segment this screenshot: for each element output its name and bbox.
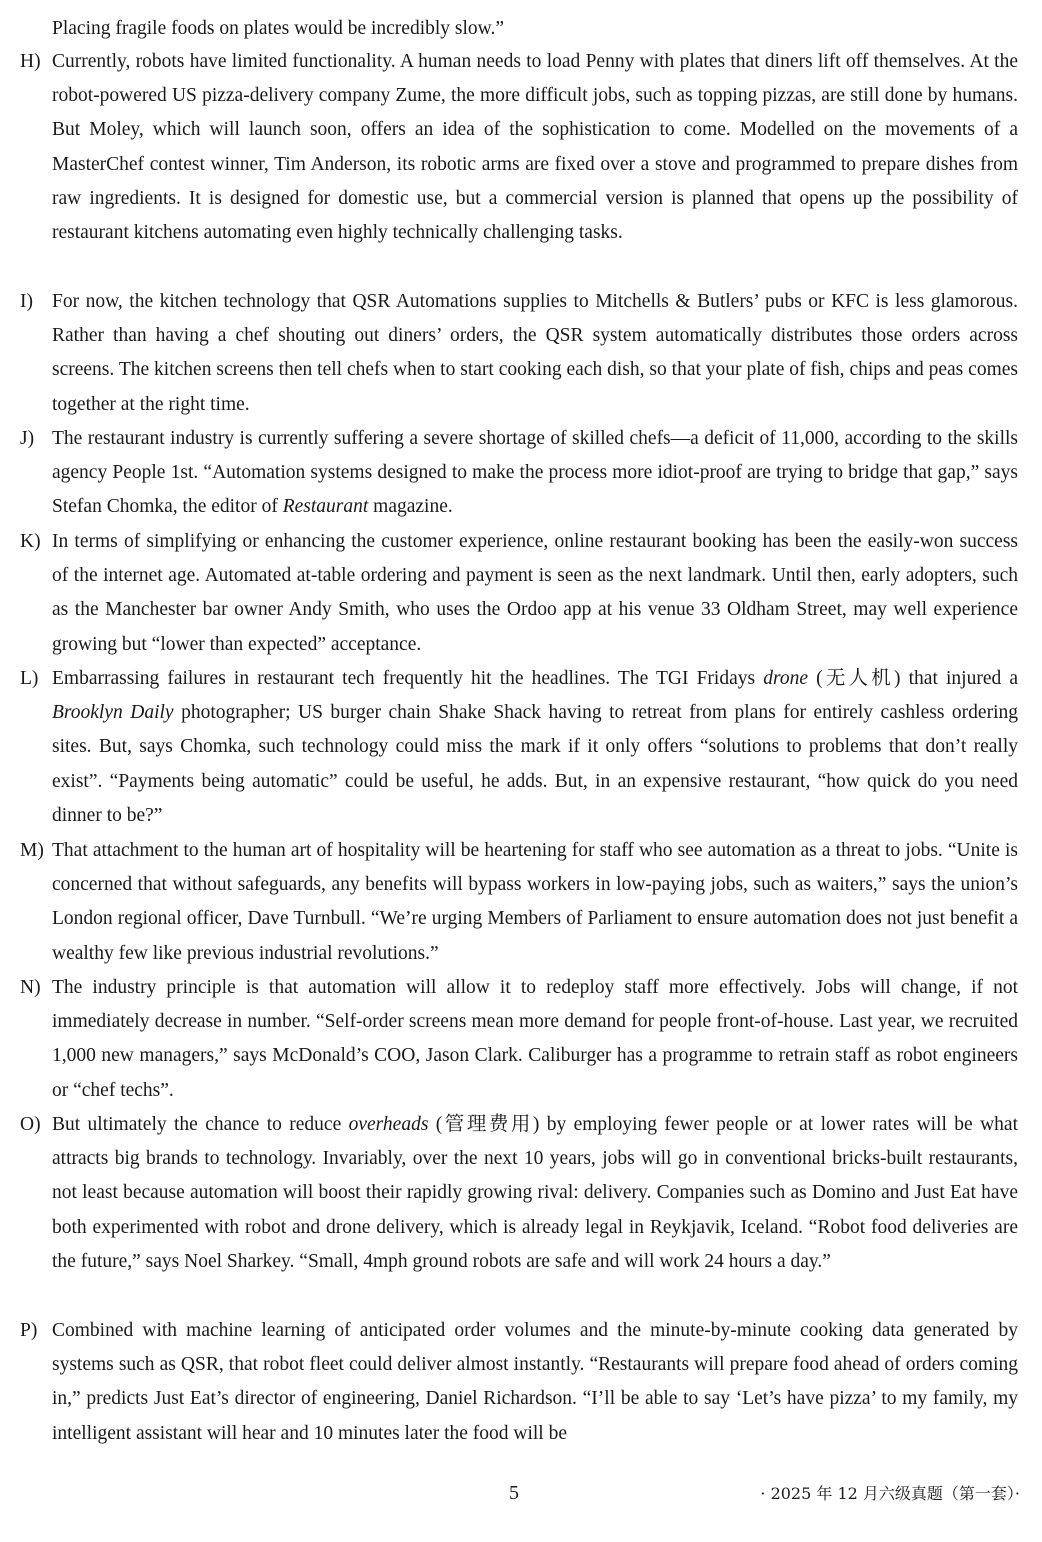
paragraph-text: For now, the kitchen technology that QSR Automations supplies to Mitchells & Butlers’ pubs or KFC is less glamorous. Rather than having a chef shouting out diners’ orders, the QSR system automatically distributes those orders across screens. The kitchen screens then tell chefs when to start cooking each dish, so that your plate of fish, chips and peas comes together at the right time.: [52, 291, 1018, 415]
paragraph-n: [20, 971, 1018, 1108]
paragraph-label: K): [20, 531, 41, 552]
paragraph-j: [20, 422, 1018, 525]
paragraph-label: P): [20, 1320, 38, 1341]
paragraph-label: M): [20, 840, 44, 861]
magazine-title: Restaurant: [282, 496, 369, 518]
exam-source-footer: · 2025 年 12 月六级真题（第一套）·: [760, 1484, 1020, 1503]
italic-term: overheads: [348, 1114, 429, 1135]
paragraph-text: Currently, robots have limited functionality. A human needs to load Penny with plates that diners lift off themselves. At the robot-powered US pizza-delivery company Zume, the more difficult jobs, such as topping pizzas, are still done by humans. But Moley, which will launch soon, offers an idea of the sophistication to come. Modelled on the movements of a MasterChef contest winner, Tim Anderson, its robotic arms are fixed over a stove and programmed to prepare dishes from raw ingredients. It is designed for domestic use, but a commercial version is planned that opens up the possibility of restaurant kitchens automating even highly technically challenging tasks.: [52, 51, 1018, 244]
paragraph-text: That attachment to the human art of hospitality will be heartening for staff who see automation as a threat to jobs. “Unite is concerned that without safeguards, any benefits will bypass workers in low-paying jobs, such as waiters,” says the union’s London regional officer, Dave Turnbull. “We’re urging Members of Parliament to ensure automation does not just benefit a wealthy few like previous industrial revolutions.”: [52, 840, 1018, 964]
paragraph-i: [20, 285, 1018, 422]
paragraph-text: Embarrassing failures in restaurant tech frequently hit the headlines. The TGI Fridays drone (无人机) that injured a Brooklyn Daily photographer; US burger chain Shake Shack having to retreat from plans for entirely cashless ordering sites. But, says Chomka, such technology could miss the mark if it only offers “solutions to problems that don’t really exist”. “Payments being automatic” could be useful, he adds. But, in an expensive restaurant, “how quick do you need dinner to be?”: [52, 668, 1018, 826]
paragraph-o: [20, 1108, 1018, 1279]
page-number: 5: [509, 1482, 519, 1504]
paragraph-h: [20, 45, 1018, 250]
paragraph-l: [20, 662, 1018, 833]
paragraph-p: [20, 1314, 1018, 1451]
paragraph-label: O): [20, 1114, 41, 1135]
paragraph-label: J): [20, 428, 35, 449]
newspaper-title: Brooklyn Daily: [52, 702, 174, 724]
paragraph-text: In terms of simplifying or enhancing the customer experience, online restaurant booking has been the easily-won success of the internet age. Automated at-table ordering and payment is seen as the next landmark. Until then, early adopters, such as the Manchester bar owner Andy Smith, who uses the Ordoo app at his venue 33 Oldham Street, may well experience growing but “lower than expected” acceptance.: [52, 531, 1018, 655]
paragraph-k: [20, 525, 1018, 662]
paragraph-text: But ultimately the chance to reduce overheads (管理费用) by employing fewer people or at lower rates will be what attracts big brands to technology. Invariably, over the next 10 years, jobs will go in conventional bricks-built restaurants, not least because automation will boost their rapidly growing rival: delivery. Companies such as Domino and Just Eat have both experimented with robot and drone delivery, which is already legal in Reykjavik, Iceland. “Robot food deliveries are the future,” says Noel Sharkey. “Small, 4mph ground robots are safe and will work 24 hours a day.”: [52, 1114, 1018, 1272]
paragraph-label: H): [20, 51, 41, 72]
paragraph-label: I): [20, 291, 33, 312]
paragraph-m: [20, 834, 1018, 971]
paragraph-label: L): [20, 668, 39, 689]
paragraph-text: Combined with machine learning of anticipated order volumes and the minute-by-minute cooking data generated by systems such as QSR, that robot fleet could deliver almost instantly. “Restaurants will prepare food ahead of orders coming in,” predicts Just Eat’s director of engineering, Daniel Richardson. “I’ll be able to say ‘Let’s have pizza’ to my family, my intelligent assistant will hear and 10 minutes later the food will be: [52, 1320, 1018, 1444]
continued-text-line: Placing fragile foods on plates would be incredibly slow.”: [52, 18, 505, 39]
paragraph-text: The industry principle is that automation will allow it to redeploy staff more effectively. Jobs will change, if not immediately decrease in number. “Self-order screens mean more demand for people front-of-house. Last year, we recruited 1,000 new managers,” says McDonald’s COO, Jason Clark. Caliburger has a programme to retrain staff as robot engineers or “chef techs”.: [52, 977, 1018, 1101]
paragraph-text: The restaurant industry is currently suffering a severe shortage of skilled chefs—a deficit of 11,000, according to the skills agency People 1st. “Automation systems designed to make the process more idiot-proof are trying to bridge that gap,” says Stefan Chomka, the editor of Restaurant magazine.: [52, 428, 1018, 518]
paragraph-label: N): [20, 977, 41, 998]
italic-term: drone: [763, 668, 808, 689]
